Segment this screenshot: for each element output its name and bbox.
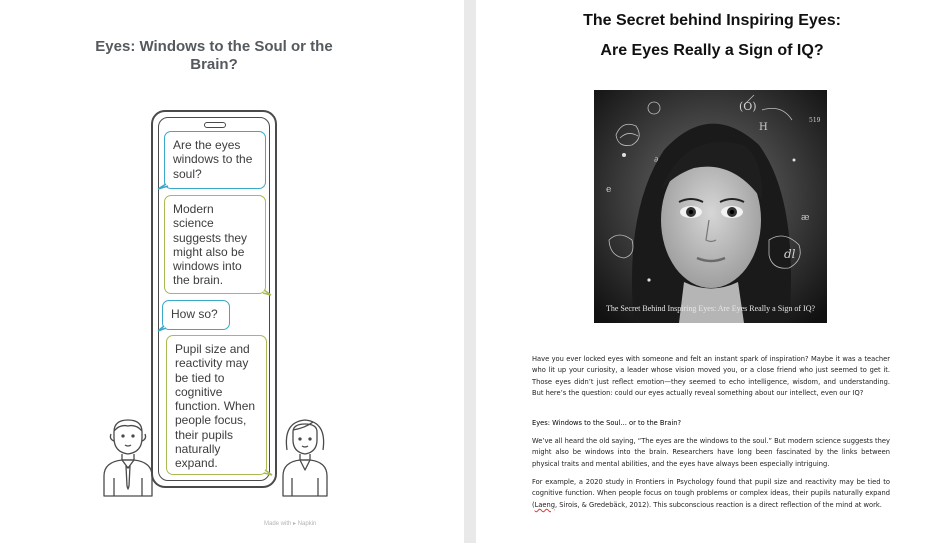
svg-text:dl: dl bbox=[784, 247, 796, 261]
document-title-line-2: Are Eyes Really a Sign of IQ? bbox=[600, 42, 824, 59]
document-title-line-1: The Secret behind Inspiring Eyes: bbox=[583, 12, 841, 29]
svg-text:(O): (O) bbox=[739, 100, 757, 113]
svg-text:519: 519 bbox=[809, 117, 821, 124]
paragraph-study-text-start: For example, a 2020 study in Frontiers in Psychology found that pupil size and reactivity may be tied to cognitive function. When people focus on tough problems or complex ideas, their pupils naturally expand ( bbox=[532, 478, 890, 509]
svg-text:æ: æ bbox=[801, 213, 810, 223]
spelling-flagged-word[interactable]: Laeng bbox=[534, 500, 556, 509]
svg-text:∂: ∂ bbox=[654, 155, 659, 164]
paragraph-intro: Have you ever locked eyes with someone and felt an instant spark of inspiration? Maybe it was a teacher who lit up your curiosity, a leader whose vision moved you, or a close friend who just seemed to get it. Those eyes didn’t just reflect emotion—they seemed to echo intelligence, wisdom, and understanding. But here’s the question: could our eyes actually reveal something about our intellect, even our IQ? bbox=[532, 355, 890, 398]
diagram-title: Eyes: Windows to the Soul or the Brain? bbox=[95, 38, 333, 73]
chat-bubble-question-2: How so? bbox=[162, 300, 230, 330]
paragraph-study-text-end: , Sirois, & Gredebäck, 2012). This subconscious reaction is a direct reflection of the mind at work. bbox=[555, 500, 882, 509]
bubble-tails bbox=[150, 120, 280, 490]
chat-bubble-question-1: Are the eyes windows to the soul? bbox=[164, 131, 266, 189]
chat-bubble-answer-2: Pupil size and reactivity may be tied to cognitive function. When people focus, their pupils naturally expand. bbox=[166, 335, 267, 475]
woman-avatar-icon bbox=[279, 414, 331, 498]
portrait-illustration bbox=[594, 90, 827, 323]
paragraph-study bbox=[532, 477, 890, 511]
made-with-napkin-watermark: Made with ▸ Napkin bbox=[264, 521, 317, 527]
right-page bbox=[476, 0, 948, 543]
cover-image bbox=[594, 90, 827, 323]
section-heading: Eyes: Windows to the Soul... or to the Brain? bbox=[532, 419, 682, 427]
svg-text:H: H bbox=[759, 122, 768, 133]
man-avatar-icon bbox=[102, 416, 154, 498]
image-caption: The Secret Behind Inspiring Eyes: Are Eyes Really a Sign of IQ? bbox=[605, 304, 816, 313]
left-page bbox=[0, 0, 464, 543]
svg-text:e: e bbox=[606, 185, 612, 195]
chat-bubble-answer-1: Modern science suggests they might also be windows into the brain. bbox=[164, 195, 266, 294]
paragraph-windows: We’ve all heard the old saying, “The eyes are the windows to the soul.” But modern science suggests they might also be windows into the brain. Researchers have long been fascinated by the links between physical traits and mental abilities, and the eyes have always been especially intriguing. bbox=[532, 437, 890, 468]
